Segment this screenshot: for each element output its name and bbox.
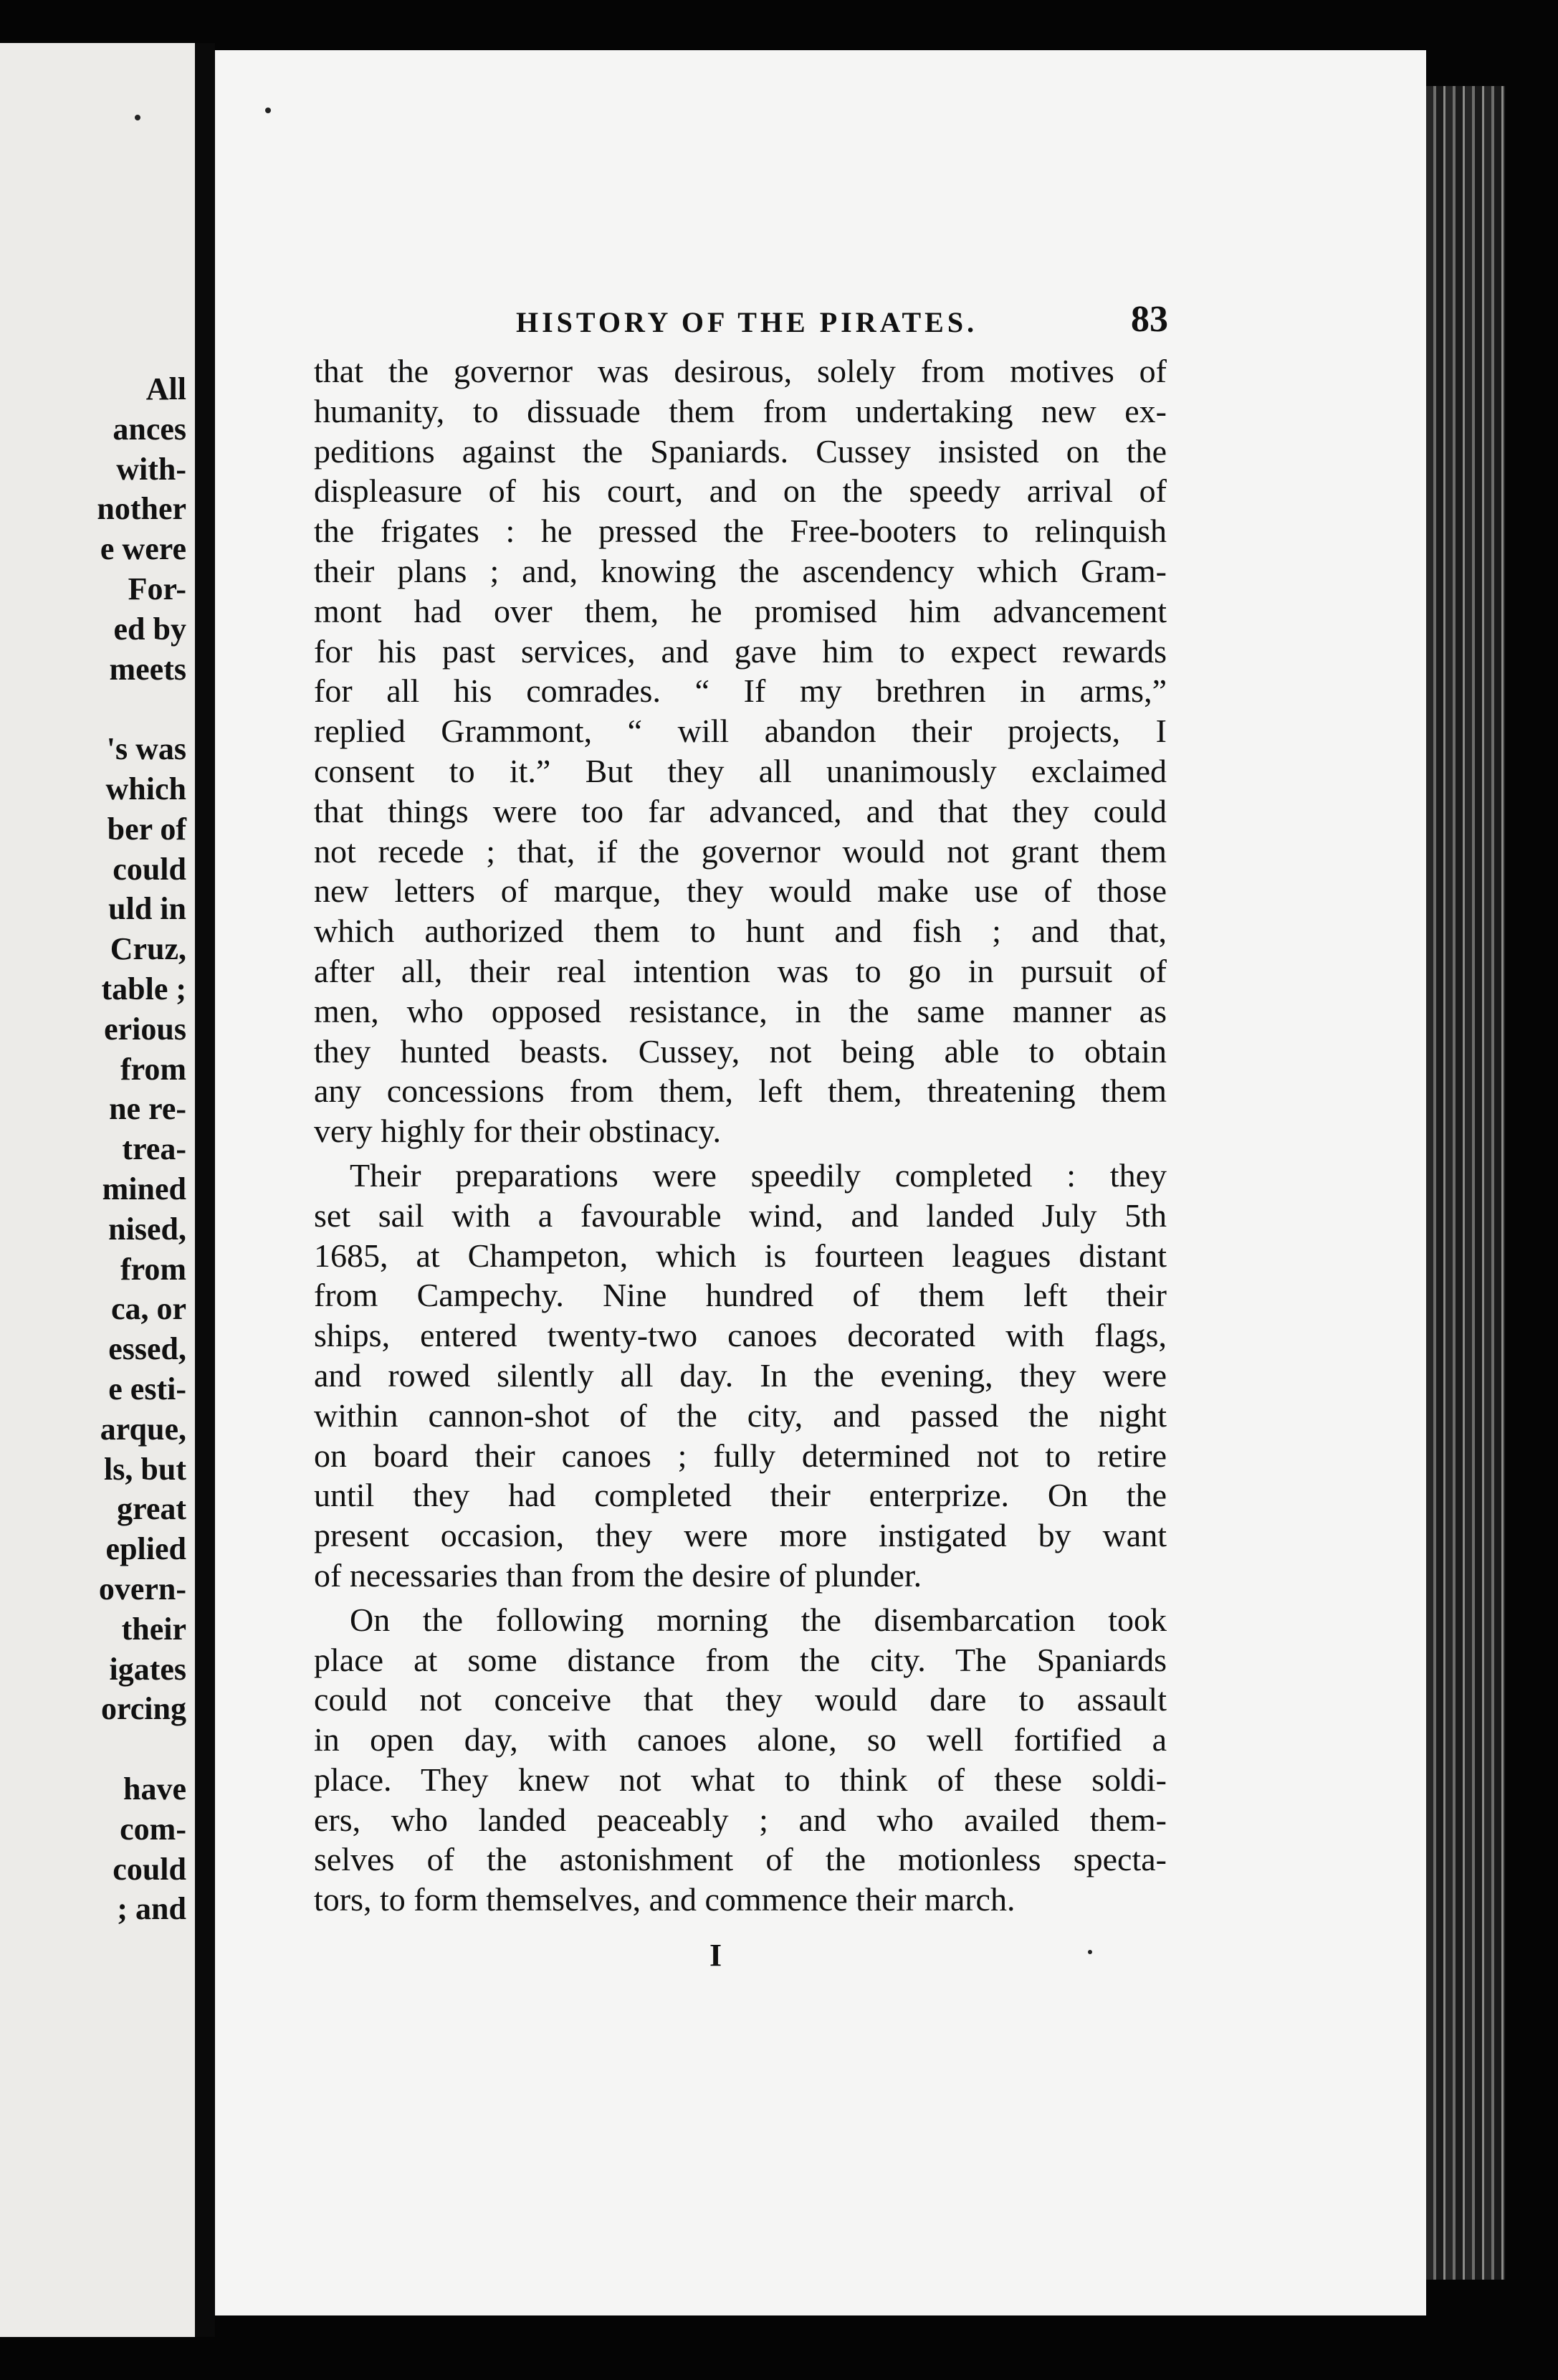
facing-page-line: All xyxy=(145,371,186,406)
page-number: 83 xyxy=(1131,299,1168,340)
text-line: could not conceive that they would dare to assault xyxy=(314,1681,1167,1718)
text-line: Their preparations were speedily completed : they xyxy=(350,1156,1167,1194)
facing-page-line: igates xyxy=(109,1651,186,1687)
text-line: peditions against the Spaniards. Cussey insisted on the xyxy=(314,432,1167,470)
text-line: mont had over them, he promised him advancement xyxy=(314,592,1167,629)
facing-page-line: trea- xyxy=(122,1131,186,1167)
book-gutter xyxy=(195,43,215,2337)
facing-page-line: from xyxy=(120,1051,186,1087)
text-line: humanity, to dissuade them from undertaking new ex- xyxy=(314,392,1167,429)
facing-page-line: ne re- xyxy=(109,1091,186,1127)
facing-page-line: overn- xyxy=(98,1571,186,1606)
facing-page-line: orcing xyxy=(101,1691,186,1727)
text-line: any concessions from them, left them, threatening them xyxy=(314,1072,1167,1110)
text-line: that things were too far advanced, and that they could xyxy=(314,792,1167,829)
facing-page-line: erious xyxy=(104,1011,186,1047)
facing-page-line: ls, but xyxy=(104,1451,186,1487)
facing-page-line: uld in xyxy=(108,891,186,927)
facing-page-line: have xyxy=(123,1771,186,1807)
facing-page-line: meets xyxy=(109,651,186,687)
facing-page-line: nised, xyxy=(108,1211,186,1247)
text-line: within cannon-shot of the city, and passed the night xyxy=(314,1396,1167,1434)
text-line: from Campechy. Nine hundred of them left their xyxy=(314,1277,1167,1314)
facing-page-line: ed by xyxy=(113,611,186,647)
text-line: replied Grammont, “ will abandon their projects, I xyxy=(314,713,1167,750)
text-line: present occasion, they were more instigated by want xyxy=(314,1517,1167,1554)
facing-page-line: ances xyxy=(113,411,186,447)
page-edge-stack xyxy=(1426,86,1505,2280)
facing-page-line: with- xyxy=(116,451,186,487)
facing-page-line: mined xyxy=(102,1171,186,1206)
text-line: their plans ; and, knowing the ascendency which Gram- xyxy=(314,552,1167,589)
facing-page-line: eplied xyxy=(105,1531,186,1567)
text-line: of necessaries than from the desire of plunder. xyxy=(314,1556,922,1594)
text-line: consent to it.” But they all unanimously exclaimed xyxy=(314,752,1167,789)
facing-page-line: ; and xyxy=(117,1891,186,1927)
text-line: ers, who landed peaceably ; and who availed them- xyxy=(314,1801,1167,1838)
facing-page-line: could xyxy=(113,1851,186,1887)
text-line: place. They knew not what to think of these soldi- xyxy=(314,1761,1167,1798)
facing-page-line: nother xyxy=(97,491,186,527)
text-line: set sail with a favourable wind, and landed July 5th xyxy=(314,1196,1167,1234)
facing-page-line: arque, xyxy=(100,1411,186,1447)
facing-page-fragment xyxy=(0,43,195,2337)
body-text xyxy=(314,351,1167,1920)
facing-page-line: ber of xyxy=(107,811,186,847)
text-line: and rowed silently all day. In the evening, they were xyxy=(314,1356,1167,1394)
facing-page-line: which xyxy=(105,771,186,806)
text-line: 1685, at Champeton, which is fourteen leagues distant xyxy=(314,1237,1167,1274)
text-line: the frigates : he pressed the Free-booters to relinquish xyxy=(314,513,1167,550)
text-line: selves of the astonishment of the motionless specta- xyxy=(314,1841,1167,1878)
facing-page-line: e were xyxy=(100,531,186,567)
text-line: men, who opposed resistance, in the same manner as xyxy=(314,992,1167,1029)
running-title: HISTORY OF THE PIRATES. xyxy=(516,306,978,338)
facing-page-line: from xyxy=(120,1251,186,1287)
text-line: On the following morning the disembarcation took xyxy=(350,1601,1167,1638)
facing-page-line: their xyxy=(121,1611,186,1647)
text-line: displeasure of his court, and on the speedy arrival of xyxy=(314,472,1167,510)
text-line: on board their canoes ; fully determined not to retire xyxy=(314,1437,1167,1474)
text-line: not recede ; that, if the governor would not grant them xyxy=(314,832,1167,870)
text-line: until they had completed their enterprize. On the xyxy=(314,1477,1167,1514)
print-speck xyxy=(265,108,271,113)
text-line: for all his comrades. “ If my brethren in arms,” xyxy=(314,672,1167,710)
text-line: which authorized them to hunt and fish ; and that, xyxy=(314,913,1167,950)
signature-mark: I xyxy=(709,1938,722,1973)
facing-page-line: For- xyxy=(128,571,186,606)
text-line: ships, entered twenty-two canoes decorated with flags, xyxy=(314,1317,1167,1354)
text-line: place at some distance from the city. The Spaniards xyxy=(314,1641,1167,1678)
text-line: very highly for their obstinacy. xyxy=(314,1113,722,1150)
facing-page-line: ca, or xyxy=(110,1291,186,1327)
text-line: for his past services, and gave him to expect rewards xyxy=(314,632,1167,670)
print-speck xyxy=(135,115,140,120)
facing-page-line: e esti- xyxy=(108,1371,186,1406)
text-line: new letters of marque, they would make use of those xyxy=(314,872,1167,910)
text-line: in open day, with canoes alone, so well fortified a xyxy=(314,1721,1167,1758)
facing-page-line: could xyxy=(113,851,186,887)
text-line: tors, to form themselves, and commence their march. xyxy=(314,1881,1015,1918)
running-head xyxy=(301,294,1168,344)
facing-page-line: table ; xyxy=(101,971,186,1006)
facing-page-line: essed, xyxy=(108,1331,186,1367)
facing-page-line: great xyxy=(117,1491,186,1527)
print-speck xyxy=(1088,1950,1092,1954)
facing-page-line: com- xyxy=(120,1811,186,1847)
text-line: after all, their real intention was to go in pursuit of xyxy=(314,952,1167,989)
text-line: that the governor was desirous, solely from motives of xyxy=(314,353,1167,389)
facing-page-line: Cruz, xyxy=(110,931,186,967)
facing-page-line: 's was xyxy=(106,731,186,767)
text-line: they hunted beasts. Cussey, not being able to obtain xyxy=(314,1032,1167,1070)
